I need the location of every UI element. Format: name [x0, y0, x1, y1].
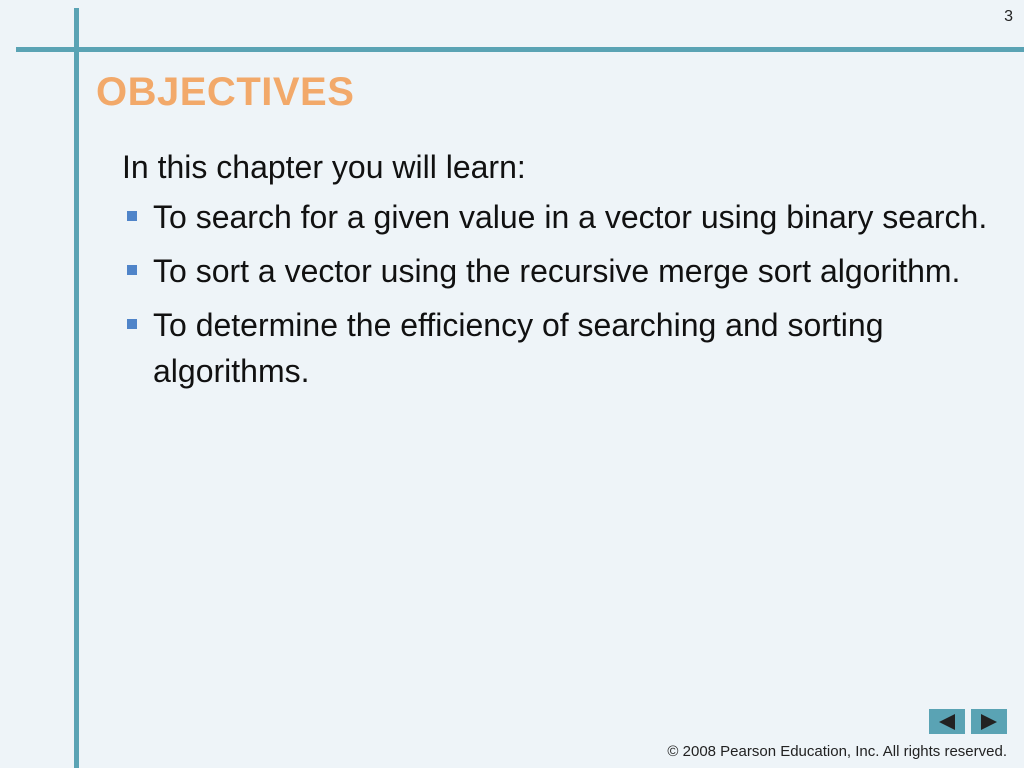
next-slide-button[interactable] — [971, 709, 1007, 734]
top-accent-line — [16, 47, 1024, 52]
triangle-right-icon — [981, 714, 997, 730]
slide-title: OBJECTIVES — [96, 70, 355, 114]
square-bullet-icon — [127, 319, 137, 329]
slide-navigation — [929, 709, 1007, 734]
previous-slide-button[interactable] — [929, 709, 965, 734]
square-bullet-icon — [127, 211, 137, 221]
slide-content — [122, 144, 1002, 402]
objective-item — [122, 194, 1002, 240]
intro-text: In this chapter you will learn: — [122, 149, 526, 185]
objective-text: To determine the efficiency of searching and sorting algorithms. — [153, 307, 884, 389]
objective-text: To search for a given value in a vector using binary search. — [153, 199, 988, 235]
objectives-list — [122, 194, 1002, 394]
page-number: 3 — [1004, 8, 1013, 25]
objective-item — [122, 302, 1002, 394]
left-accent-line — [74, 8, 79, 768]
triangle-left-icon — [939, 714, 955, 730]
square-bullet-icon — [127, 265, 137, 275]
objective-text: To sort a vector using the recursive merge sort algorithm. — [153, 253, 961, 289]
copyright-footer: © 2008 Pearson Education, Inc. All rights reserved. — [667, 743, 1007, 760]
objective-item — [122, 248, 1002, 294]
